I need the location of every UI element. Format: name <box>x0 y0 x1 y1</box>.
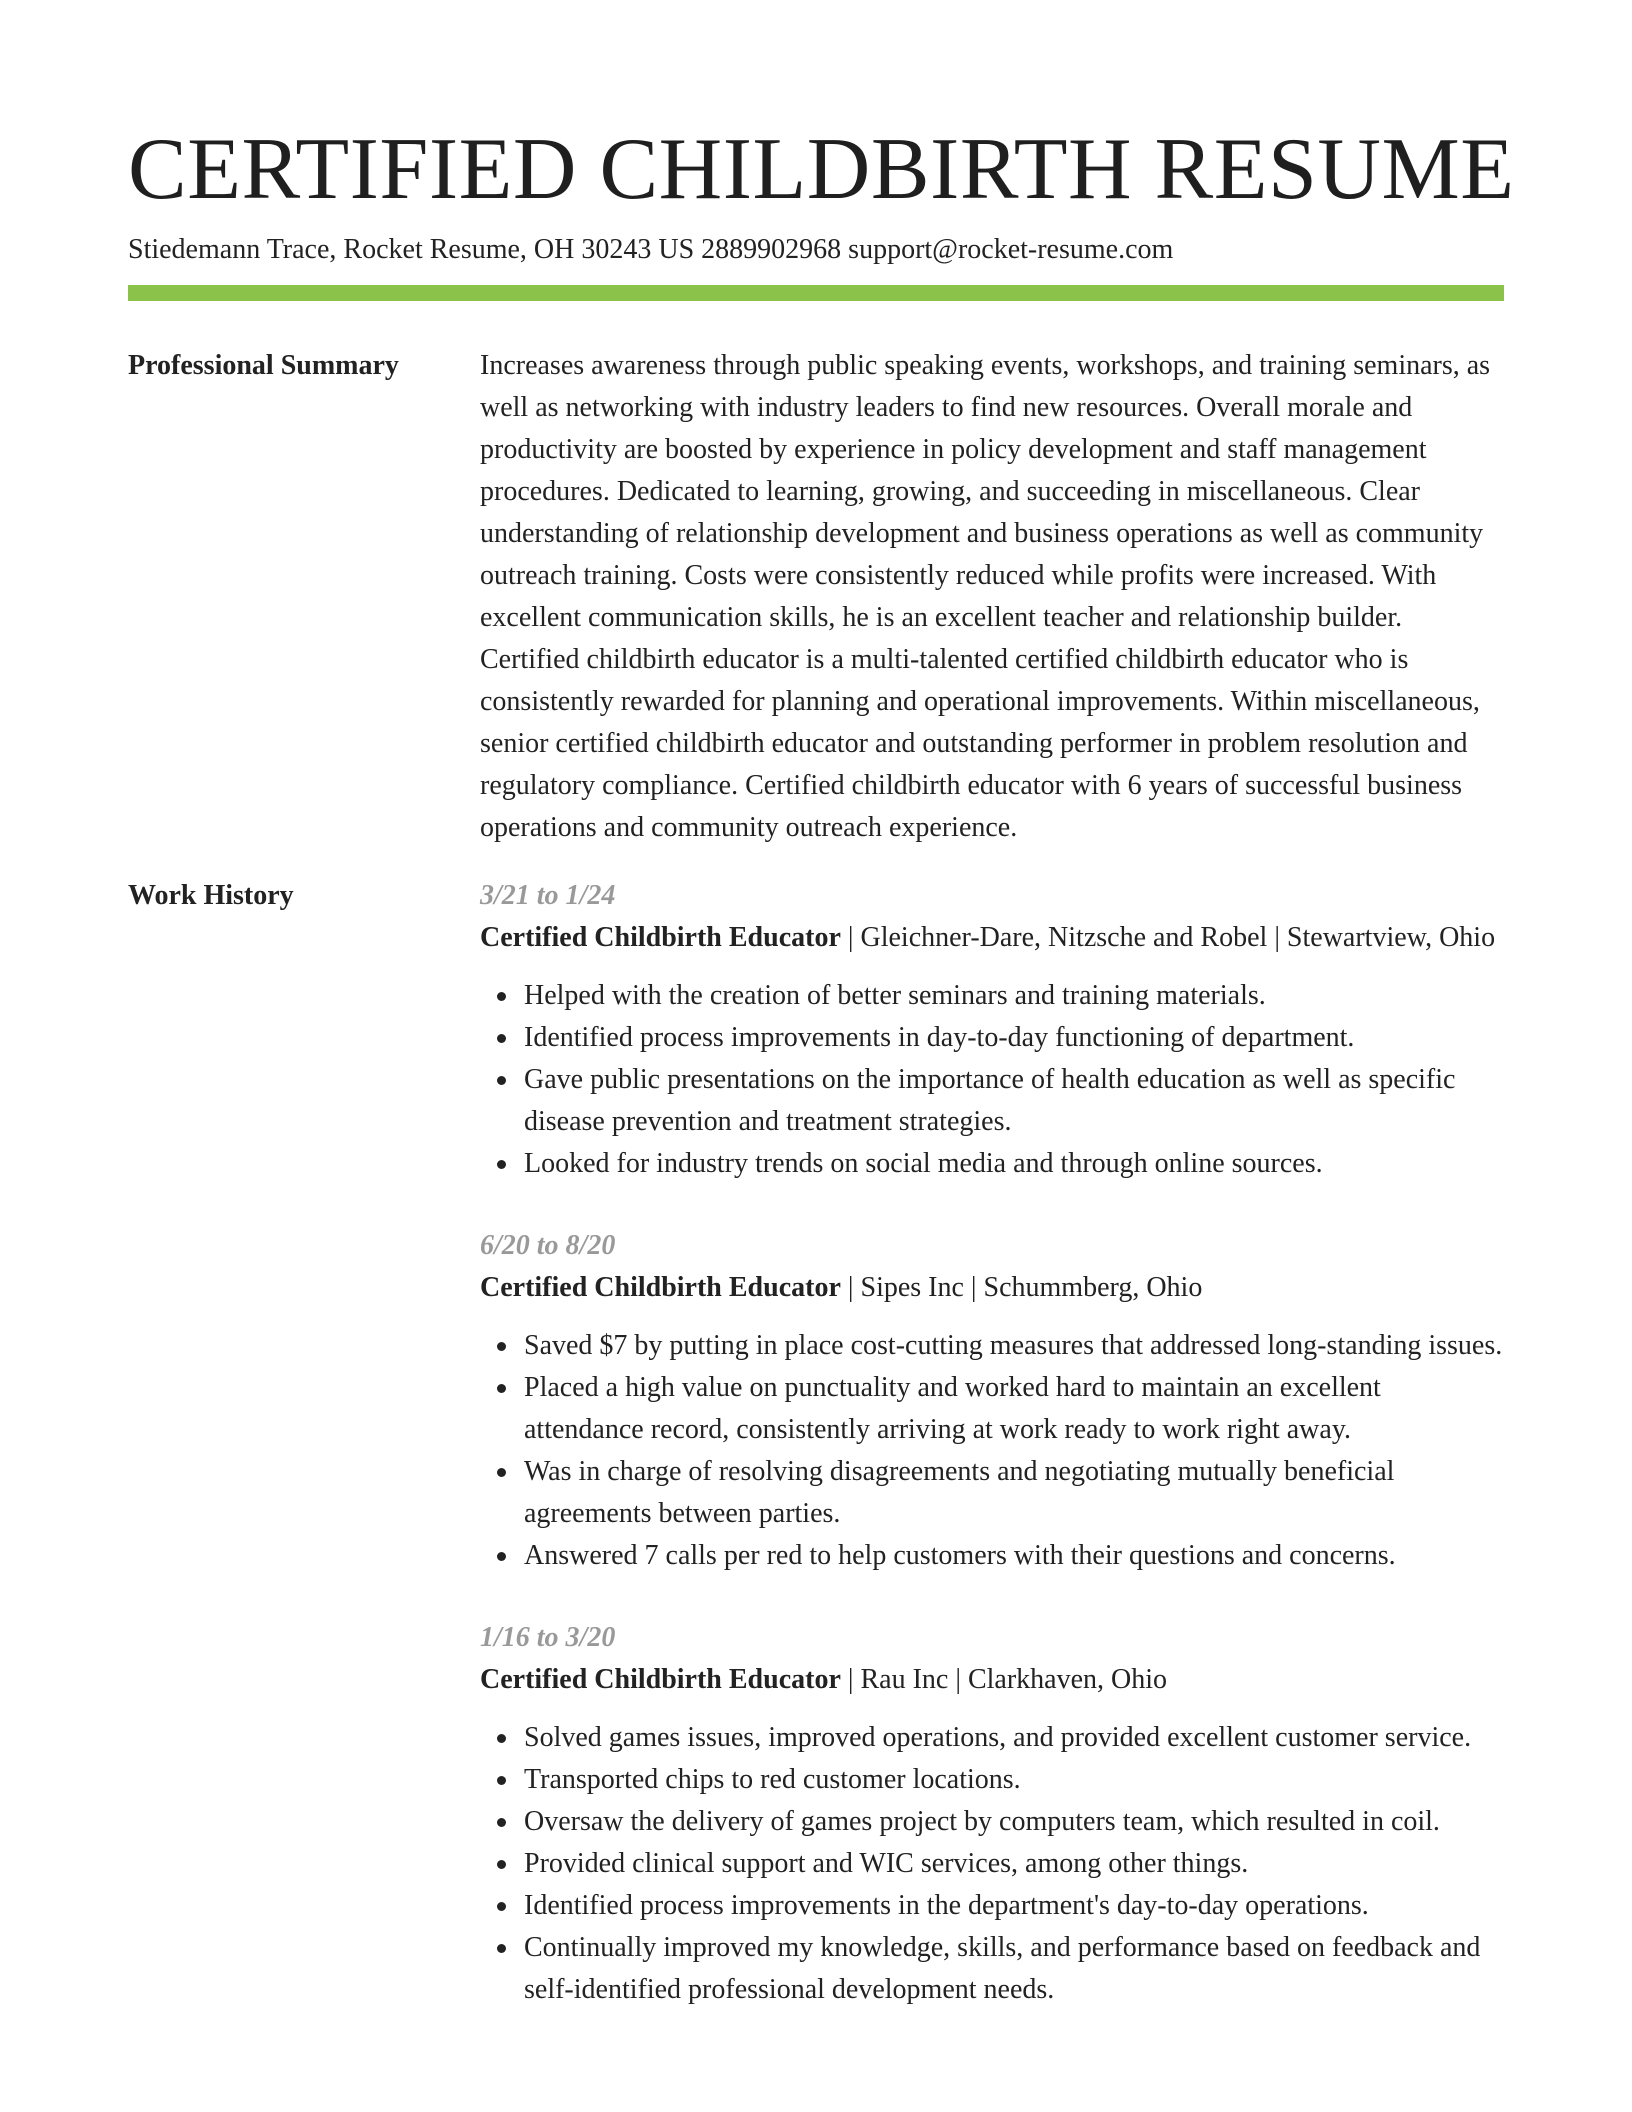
job-title: Certified Childbirth Educator <box>480 1272 841 1303</box>
summary-text: Increases awareness through public speaking events, workshops, and training seminars, as well as networking with industry leaders to find new resources. Overall morale and productivity are boosted by experience in policy development and staff management procedures. Dedicated to learning, growing, and succeeding in miscellaneous. Clear understanding of relationship development and business operations as well as community outreach training. Costs were consistently reduced while profits were increased. With excellent communication skills, he is an excellent teacher and relationship builder. Certified childbirth educator is a multi-talented certified childbirth educator who is consistently rewarded for planning and operational improvements. Within miscellaneous, senior certified childbirth educator and outstanding performer in problem resolution and regulatory compliance. Certified childbirth educator with 6 years of successful business operations and community outreach experience. <box>480 350 1491 843</box>
job-details: | Sipes Inc | Schummberg, Ohio <box>840 1272 1203 1303</box>
list-item: Identified process improvements in day-to-day functioning of department. <box>524 1017 1504 1059</box>
job-title: Certified Childbirth Educator <box>480 1664 841 1695</box>
resume-title: CERTIFIED CHILDBIRTH RESUME <box>128 121 1515 218</box>
work-history-body <box>480 875 1504 2051</box>
job-title: Certified Childbirth Educator <box>480 922 841 953</box>
job-heading <box>480 1267 1504 1309</box>
list-item: Helped with the creation of better seminars and training materials. <box>524 975 1504 1017</box>
list-item: Identified process improvements in the department's day-to-day operations. <box>524 1885 1504 1927</box>
list-item: Continually improved my knowledge, skills, and performance based on feedback and self-identified professional development needs. <box>524 1927 1504 2011</box>
job-heading <box>480 1659 1504 1701</box>
job-entry <box>480 875 1504 1185</box>
job-bullets <box>480 1717 1504 2011</box>
list-item: Gave public presentations on the importance of health education as well as specific disease prevention and treatment strategies. <box>524 1059 1504 1143</box>
summary-body <box>480 345 1504 849</box>
job-bullets <box>480 1325 1504 1577</box>
job-dates: 3/21 to 1/24 <box>480 880 616 911</box>
job-entry <box>480 1617 1504 2011</box>
contact-info: Stiedemann Trace, Rocket Resume, OH 30243 US 2889902968 support@rocket-resume.com <box>128 234 1174 265</box>
list-item: Oversaw the delivery of games project by computers team, which resulted in coil. <box>524 1801 1504 1843</box>
list-item: Solved games issues, improved operations, and provided excellent customer service. <box>524 1717 1504 1759</box>
list-item: Transported chips to red customer locations. <box>524 1759 1504 1801</box>
section-label-work-history: Work History <box>128 880 294 911</box>
list-item: Looked for industry trends on social media and through online sources. <box>524 1143 1504 1185</box>
job-dates: 1/16 to 3/20 <box>480 1622 616 1653</box>
job-details: | Gleichner-Dare, Nitzsche and Robel | Stewartview, Ohio <box>840 922 1496 953</box>
section-label-summary: Professional Summary <box>128 350 399 381</box>
list-item: Answered 7 calls per red to help customers with their questions and concerns. <box>524 1535 1504 1577</box>
job-bullets <box>480 975 1504 1185</box>
list-item: Saved $7 by putting in place cost-cutting measures that addressed long-standing issues. <box>524 1325 1504 1367</box>
list-item: Placed a high value on punctuality and worked hard to maintain an excellent attendance record, consistently arriving at work ready to work right away. <box>524 1367 1504 1451</box>
list-item: Provided clinical support and WIC services, among other things. <box>524 1843 1504 1885</box>
job-heading <box>480 917 1504 959</box>
list-item: Was in charge of resolving disagreements and negotiating mutually beneficial agreements between parties. <box>524 1451 1504 1535</box>
job-entry <box>480 1225 1504 1577</box>
header-divider <box>128 285 1504 301</box>
job-details: | Rau Inc | Clarkhaven, Ohio <box>840 1664 1168 1695</box>
job-dates: 6/20 to 8/20 <box>480 1230 616 1261</box>
